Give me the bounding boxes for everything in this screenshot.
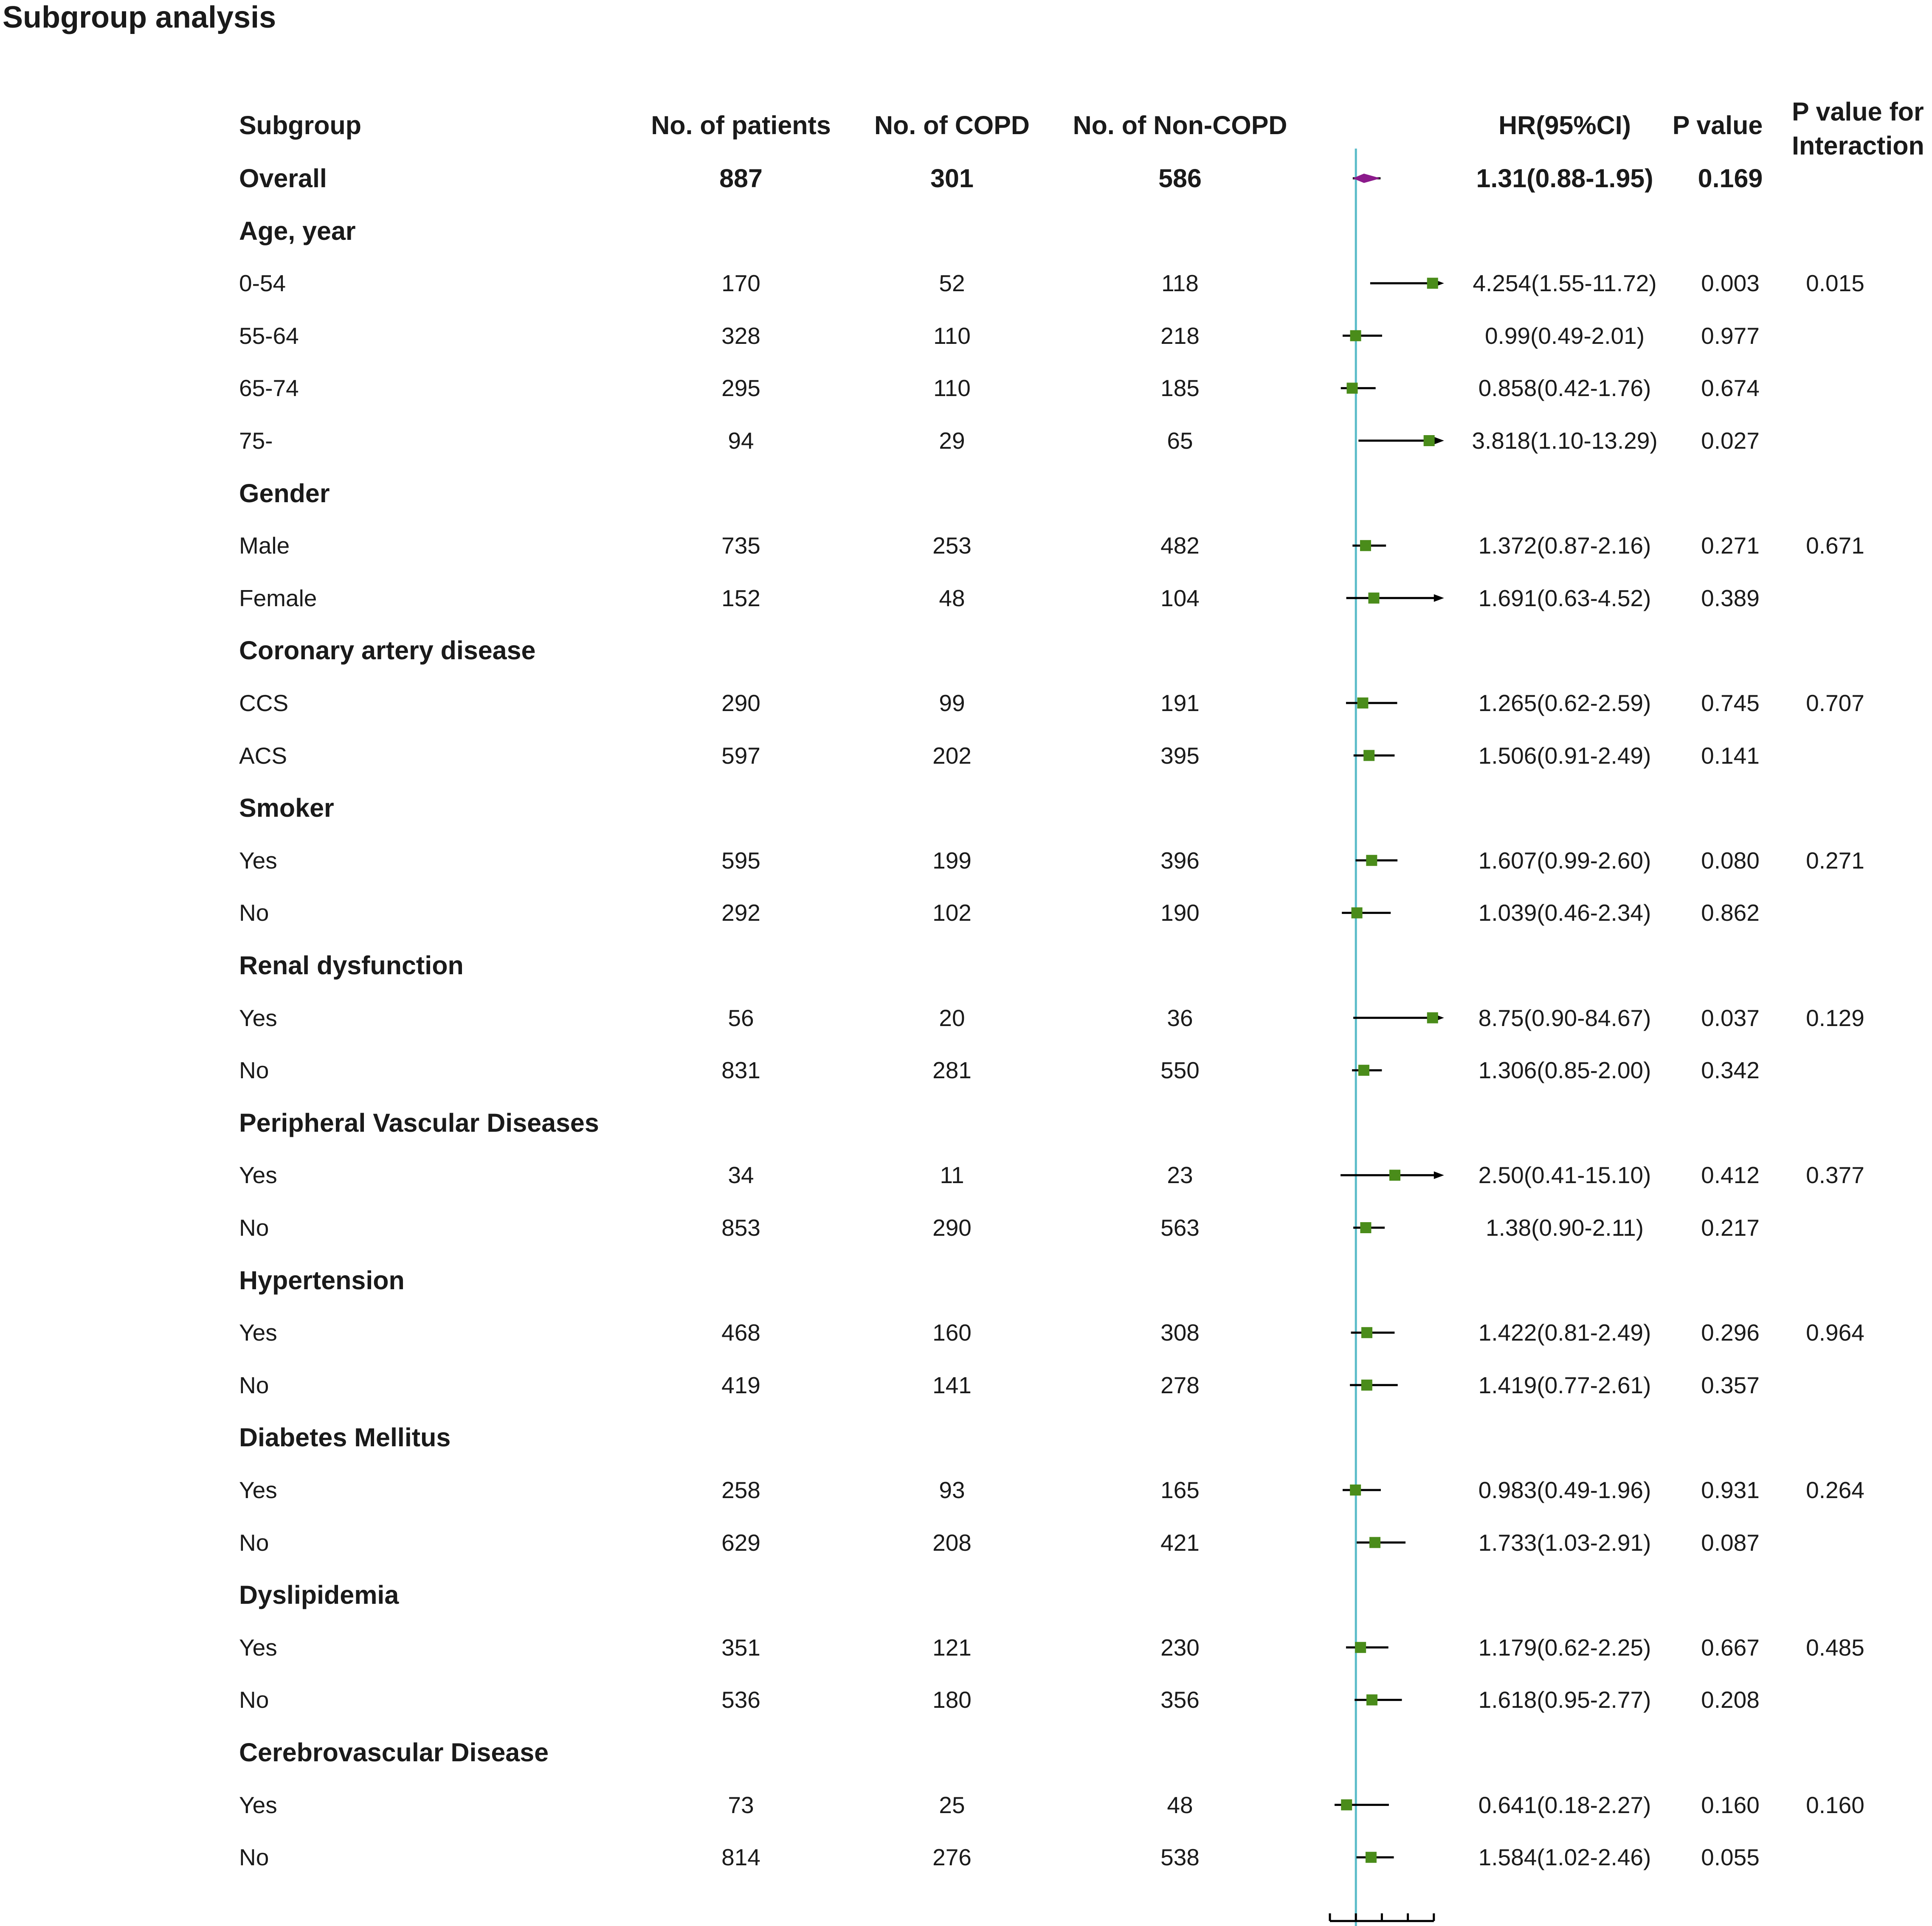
copd-count: 301 xyxy=(930,164,974,193)
p-value: 0.169 xyxy=(1698,164,1763,193)
header-noncopd: No. of Non-COPD xyxy=(1073,111,1287,140)
subgroup-label: No xyxy=(239,1844,269,1871)
hr-point xyxy=(1350,1485,1361,1496)
p-interaction-value: 0.377 xyxy=(1806,1162,1864,1189)
subgroup-label: Yes xyxy=(239,1477,277,1503)
hr-ci-text: 8.75(0.90-84.67) xyxy=(1478,1004,1651,1031)
p-value: 0.037 xyxy=(1701,1004,1760,1031)
p-value: 0.674 xyxy=(1701,375,1760,402)
hr-ci-text: 4.254(1.55-11.72) xyxy=(1473,270,1657,297)
subgroup-label: 55-64 xyxy=(239,322,299,349)
hr-ci-text: 1.584(1.02-2.46) xyxy=(1478,1844,1651,1871)
hr-ci-text: 0.99(0.49-2.01) xyxy=(1484,322,1645,349)
group-label: Dyslipidemia xyxy=(239,1580,399,1610)
copd-count: 160 xyxy=(932,1319,972,1346)
patients-count: 292 xyxy=(721,900,760,926)
hr-point xyxy=(1424,435,1435,446)
subgroup-label: No xyxy=(239,1529,269,1556)
copd-count: 290 xyxy=(932,1215,972,1241)
p-value: 0.217 xyxy=(1701,1215,1760,1241)
hr-ci-text: 1.422(0.81-2.49) xyxy=(1478,1319,1651,1346)
noncopd-count: 482 xyxy=(1160,532,1200,559)
p-value: 0.003 xyxy=(1701,270,1760,297)
patients-count: 597 xyxy=(721,742,760,769)
p-interaction-value: 0.015 xyxy=(1806,270,1864,297)
copd-count: 93 xyxy=(939,1477,965,1503)
subgroup-label: No xyxy=(239,1057,269,1084)
hr-ci-text: 3.818(1.10-13.29) xyxy=(1472,427,1658,454)
hr-ci-text: 1.691(0.63-4.52) xyxy=(1478,585,1651,611)
noncopd-count: 104 xyxy=(1160,585,1200,611)
p-value: 0.296 xyxy=(1701,1319,1760,1346)
p-value: 0.977 xyxy=(1701,322,1760,349)
header-p-value: P value xyxy=(1672,111,1763,140)
page-title: Subgroup analysis xyxy=(3,0,276,34)
hr-ci-text: 1.733(1.03-2.91) xyxy=(1478,1529,1651,1556)
hr-point xyxy=(1361,1327,1372,1338)
hr-point xyxy=(1368,593,1379,604)
subgroup-label: Yes xyxy=(239,1004,277,1031)
group-label: Gender xyxy=(239,478,330,508)
copd-count: 276 xyxy=(932,1844,972,1871)
p-interaction-value: 0.129 xyxy=(1806,1004,1864,1031)
noncopd-count: 395 xyxy=(1160,742,1200,769)
copd-count: 110 xyxy=(933,375,971,402)
subgroup-label: Female xyxy=(239,585,317,611)
noncopd-count: 191 xyxy=(1160,690,1200,716)
copd-count: 110 xyxy=(933,322,971,349)
ci-arrow xyxy=(1434,1171,1444,1179)
p-value: 0.389 xyxy=(1701,585,1760,611)
hr-point xyxy=(1341,1799,1352,1811)
noncopd-count: 586 xyxy=(1158,164,1202,193)
subgroup-label: 0-54 xyxy=(239,270,286,297)
noncopd-count: 538 xyxy=(1160,1844,1200,1871)
header-subgroup: Subgroup xyxy=(239,111,361,140)
group-label: Age, year xyxy=(239,216,356,245)
hr-point xyxy=(1389,1170,1400,1181)
header-copd: No. of COPD xyxy=(874,111,1030,140)
subgroup-label: Male xyxy=(239,532,290,559)
subgroup-label: Yes xyxy=(239,1319,277,1346)
hr-ci-text: 1.31(0.88-1.95) xyxy=(1476,164,1653,193)
noncopd-count: 278 xyxy=(1160,1372,1200,1398)
hr-ci-text: 1.419(0.77-2.61) xyxy=(1478,1372,1651,1398)
subgroup-label: No xyxy=(239,900,269,926)
copd-count: 121 xyxy=(932,1634,972,1661)
group-label: Hypertension xyxy=(239,1265,405,1295)
ci-arrow xyxy=(1434,437,1444,444)
subgroup-label: ACS xyxy=(239,742,287,769)
noncopd-count: 118 xyxy=(1161,270,1199,297)
patients-count: 152 xyxy=(721,585,760,611)
header-patients: No. of patients xyxy=(651,111,831,140)
hr-point xyxy=(1361,1380,1372,1391)
noncopd-count: 65 xyxy=(1167,427,1193,454)
copd-count: 48 xyxy=(939,585,965,611)
copd-count: 20 xyxy=(939,1004,965,1031)
header-p-interaction-line1: P value for xyxy=(1792,97,1924,126)
hr-ci-text: 1.372(0.87-2.16) xyxy=(1478,532,1651,559)
copd-count: 141 xyxy=(932,1372,972,1398)
patients-count: 735 xyxy=(721,532,760,559)
p-value: 0.055 xyxy=(1701,1844,1760,1871)
p-value: 0.412 xyxy=(1701,1162,1760,1189)
patients-count: 351 xyxy=(721,1634,760,1661)
subgroup-label: No xyxy=(239,1215,269,1241)
p-value: 0.208 xyxy=(1701,1687,1760,1713)
patients-count: 258 xyxy=(721,1477,760,1503)
p-value: 0.141 xyxy=(1701,742,1760,769)
noncopd-count: 218 xyxy=(1160,322,1200,349)
patients-count: 34 xyxy=(728,1162,754,1189)
hr-point xyxy=(1369,1537,1380,1548)
hr-point xyxy=(1360,1222,1371,1233)
p-value: 0.342 xyxy=(1701,1057,1760,1084)
hr-point xyxy=(1366,855,1377,866)
hr-point xyxy=(1357,697,1368,709)
copd-count: 208 xyxy=(932,1529,972,1556)
hr-point xyxy=(1355,1642,1366,1653)
header-hr: HR(95%CI) xyxy=(1498,111,1631,140)
noncopd-count: 421 xyxy=(1160,1529,1200,1556)
patients-count: 831 xyxy=(721,1057,760,1084)
p-interaction-value: 0.671 xyxy=(1806,532,1864,559)
subgroup-label: Yes xyxy=(239,847,277,874)
patients-count: 419 xyxy=(721,1372,760,1398)
p-value: 0.080 xyxy=(1701,847,1760,874)
copd-count: 281 xyxy=(932,1057,972,1084)
hr-ci-text: 0.858(0.42-1.76) xyxy=(1478,375,1651,402)
patients-count: 56 xyxy=(728,1004,754,1031)
hr-point xyxy=(1350,330,1361,341)
hr-ci-text: 1.607(0.99-2.60) xyxy=(1478,847,1651,874)
hr-ci-text: 1.179(0.62-2.25) xyxy=(1478,1634,1651,1661)
copd-count: 29 xyxy=(939,427,965,454)
noncopd-count: 36 xyxy=(1167,1004,1193,1031)
patients-count: 295 xyxy=(721,375,760,402)
p-value: 0.862 xyxy=(1701,900,1760,926)
group-label: Peripheral Vascular Diseases xyxy=(239,1108,599,1137)
hr-ci-text: 1.039(0.46-2.34) xyxy=(1478,900,1651,926)
copd-count: 202 xyxy=(932,742,972,769)
copd-count: 199 xyxy=(932,847,972,874)
noncopd-count: 165 xyxy=(1160,1477,1200,1503)
copd-count: 102 xyxy=(932,900,972,926)
noncopd-count: 23 xyxy=(1167,1162,1193,1189)
hr-ci-text: 1.506(0.91-2.49) xyxy=(1478,742,1651,769)
group-label: Coronary artery disease xyxy=(239,636,536,665)
p-interaction-value: 0.160 xyxy=(1806,1791,1864,1818)
p-value: 0.160 xyxy=(1701,1791,1760,1818)
patients-count: 73 xyxy=(728,1791,754,1818)
copd-count: 253 xyxy=(932,532,972,559)
noncopd-count: 185 xyxy=(1160,375,1200,402)
copd-count: 99 xyxy=(939,690,965,716)
subgroup-label: 75- xyxy=(239,427,273,454)
group-label: Smoker xyxy=(239,793,334,823)
p-value: 0.087 xyxy=(1701,1529,1760,1556)
copd-count: 52 xyxy=(939,270,965,297)
group-label: Diabetes Mellitus xyxy=(239,1423,451,1452)
patients-count: 94 xyxy=(728,427,754,454)
hr-point xyxy=(1360,540,1371,551)
p-value: 0.271 xyxy=(1701,532,1760,559)
patients-count: 814 xyxy=(721,1844,760,1871)
noncopd-count: 550 xyxy=(1160,1057,1200,1084)
noncopd-count: 356 xyxy=(1160,1687,1200,1713)
subgroup-label: Yes xyxy=(239,1634,277,1661)
patients-count: 853 xyxy=(721,1215,760,1241)
p-interaction-value: 0.264 xyxy=(1806,1477,1864,1503)
hr-point xyxy=(1352,907,1363,918)
patients-count: 887 xyxy=(719,164,763,193)
noncopd-count: 563 xyxy=(1160,1215,1200,1241)
header-p-interaction-line2: Interaction xyxy=(1792,131,1924,160)
subgroup-label: No xyxy=(239,1687,269,1713)
p-value: 0.357 xyxy=(1701,1372,1760,1398)
p-value: 0.027 xyxy=(1701,427,1760,454)
noncopd-count: 396 xyxy=(1160,847,1200,874)
noncopd-count: 48 xyxy=(1167,1791,1193,1818)
hr-point xyxy=(1366,1852,1377,1863)
patients-count: 536 xyxy=(721,1687,760,1713)
hr-ci-text: 1.618(0.95-2.77) xyxy=(1478,1687,1651,1713)
hr-point xyxy=(1427,1012,1438,1023)
patients-count: 595 xyxy=(721,847,760,874)
group-label: Renal dysfunction xyxy=(239,951,464,980)
hr-ci-text: 1.38(0.90-2.11) xyxy=(1485,1215,1644,1241)
copd-count: 11 xyxy=(940,1162,964,1189)
patients-count: 468 xyxy=(721,1319,760,1346)
noncopd-count: 308 xyxy=(1160,1319,1200,1346)
overall-label: Overall xyxy=(239,164,327,193)
p-value: 0.667 xyxy=(1701,1634,1760,1661)
hr-point xyxy=(1366,1694,1377,1705)
copd-count: 180 xyxy=(932,1687,972,1713)
hr-point xyxy=(1358,1065,1369,1076)
p-interaction-value: 0.485 xyxy=(1806,1634,1864,1661)
p-value: 0.745 xyxy=(1701,690,1760,716)
subgroup-label: 65-74 xyxy=(239,375,299,402)
p-value: 0.931 xyxy=(1701,1477,1760,1503)
p-interaction-value: 0.964 xyxy=(1806,1319,1864,1346)
hr-ci-text: 1.306(0.85-2.00) xyxy=(1478,1057,1651,1084)
subgroup-label: No xyxy=(239,1372,269,1398)
p-interaction-value: 0.271 xyxy=(1806,847,1864,874)
hr-point xyxy=(1427,278,1438,289)
subgroup-label: Yes xyxy=(239,1162,277,1189)
hr-ci-text: 1.265(0.62-2.59) xyxy=(1478,690,1651,716)
p-interaction-value: 0.707 xyxy=(1806,690,1864,716)
patients-count: 629 xyxy=(721,1529,760,1556)
hr-point xyxy=(1363,750,1374,761)
hr-ci-text: 2.50(0.41-15.10) xyxy=(1478,1162,1651,1189)
patients-count: 328 xyxy=(721,322,760,349)
subgroup-label: CCS xyxy=(239,690,289,716)
hr-point xyxy=(1347,382,1358,394)
patients-count: 290 xyxy=(721,690,760,716)
noncopd-count: 190 xyxy=(1160,900,1200,926)
patients-count: 170 xyxy=(721,270,760,297)
noncopd-count: 230 xyxy=(1160,1634,1200,1661)
hr-ci-text: 0.641(0.18-2.27) xyxy=(1478,1791,1651,1818)
hr-ci-text: 0.983(0.49-1.96) xyxy=(1478,1477,1651,1503)
subgroup-label: Yes xyxy=(239,1791,277,1818)
group-label: Cerebrovascular Disease xyxy=(239,1738,549,1767)
copd-count: 25 xyxy=(939,1791,965,1818)
ci-arrow xyxy=(1434,594,1444,602)
